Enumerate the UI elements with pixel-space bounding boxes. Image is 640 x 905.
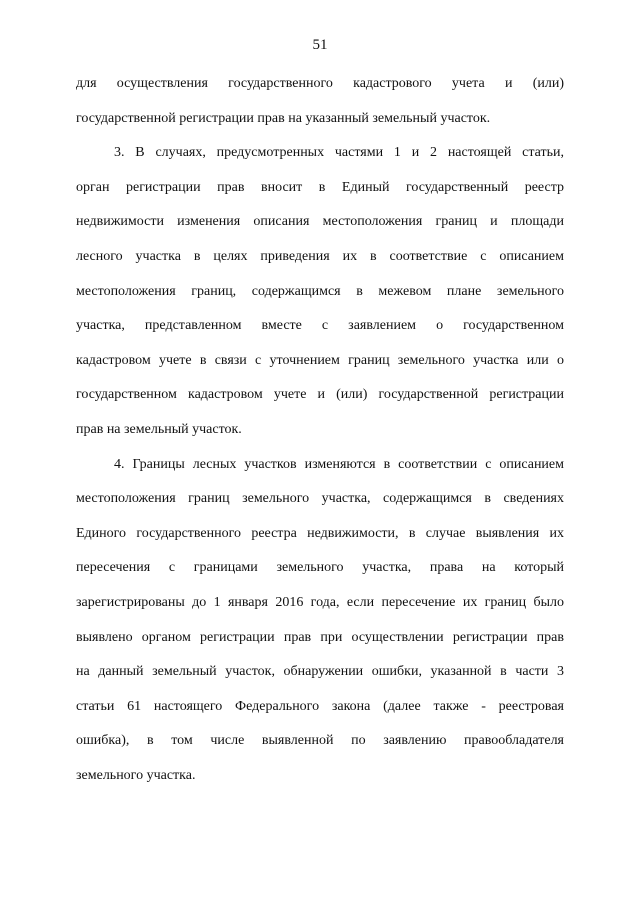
document-body <box>76 67 564 793</box>
text-line: местоположения границ земельного участка, содержащимся в сведениях <box>76 491 564 507</box>
text-line: зарегистрированы до 1 января 2016 года, если пересечение их границ было <box>76 594 564 610</box>
text-line: орган регистрации прав вносит в Единый государственный реестр <box>76 179 564 195</box>
paragraph-part-4 <box>76 448 564 794</box>
text-line: участка, представленном вместе с заявлением о государственном <box>76 318 564 334</box>
text-line: пересечения с границами земельного участка, права на который <box>76 560 564 576</box>
text-line: государственной регистрации прав на указанный земельный участок. <box>76 110 491 126</box>
text-line: прав на земельный участок. <box>76 421 242 437</box>
paragraph-part-3 <box>76 136 564 447</box>
text-line: на данный земельный участок, обнаружении ошибки, указанной в части 3 <box>76 664 564 680</box>
text-line: местоположения границ, содержащимся в межевом плане земельного <box>76 283 564 299</box>
text-line: недвижимости изменения описания местоположения границ и площади <box>76 214 564 230</box>
text-line: ошибка), в том числе выявленной по заявлению правообладателя <box>76 733 564 749</box>
text-line: 4. Границы лесных участков изменяются в соответствии с описанием <box>114 456 564 472</box>
text-line: 3. В случаях, предусмотренных частями 1 и 2 настоящей статьи, <box>114 145 564 161</box>
text-line: статьи 61 настоящего Федерального закона (далее также - реестровая <box>76 698 564 714</box>
text-line: Единого государственного реестра недвижимости, в случае выявления их <box>76 525 564 541</box>
text-line: земельного участка. <box>76 767 196 783</box>
text-line: для осуществления государственного кадастрового учета и (или) <box>76 76 564 91</box>
text-line: лесного участка в целях приведения их в соответствие с описанием <box>76 248 564 264</box>
paragraph-continuation <box>76 67 564 136</box>
page-number: 51 <box>312 37 328 53</box>
text-line: государственном кадастровом учете и (или) государственной регистрации <box>76 387 564 403</box>
text-line: выявлено органом регистрации прав при осуществлении регистрации прав <box>76 629 564 645</box>
text-line: кадастровом учете в связи с уточнением границ земельного участка или о <box>76 352 564 368</box>
